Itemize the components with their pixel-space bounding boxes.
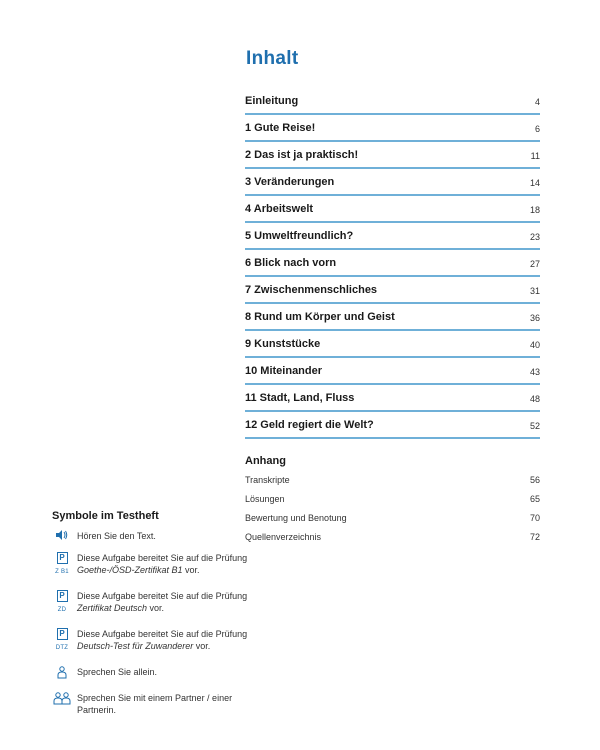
appendix-page: 65 — [529, 494, 540, 504]
toc-page: 6 — [534, 124, 540, 134]
toc-row-1 — [245, 115, 540, 142]
appendix-label: Transkripte — [245, 475, 290, 485]
appendix-row — [245, 492, 540, 511]
symbol-text: Hören Sie den Text. — [77, 531, 156, 541]
symbol-text — [77, 553, 247, 575]
appendix-label: Quellenverzeichnis — [245, 532, 322, 542]
appendix-row — [245, 473, 540, 492]
toc-row-8 — [245, 304, 540, 331]
toc-row-5 — [245, 223, 540, 250]
toc-label: 4 Arbeitswelt — [245, 203, 314, 215]
toc-page: 36 — [529, 313, 540, 323]
toc-row-einleitung — [245, 88, 540, 115]
toc-label: 6 Blick nach vorn — [245, 257, 337, 269]
toc-label: 8 Rund um Körper und Geist — [245, 311, 395, 323]
toc-row-10 — [245, 358, 540, 385]
symbol-row-listen — [52, 530, 252, 542]
toc-label: 10 Miteinander — [245, 365, 323, 377]
exam-name: Deutsch-Test für Zuwanderer — [77, 641, 194, 651]
symbols-title: Symbole im Testheft — [52, 510, 159, 522]
toc-row-9 — [245, 331, 540, 358]
two-persons-icon — [52, 692, 72, 709]
p-box-icon — [52, 552, 72, 578]
toc-label: 9 Kunststücke — [245, 338, 321, 350]
toc-page: 14 — [529, 178, 540, 188]
toc-row-6 — [245, 250, 540, 277]
toc-row-4 — [245, 196, 540, 223]
page-title: Inhalt — [246, 48, 299, 69]
toc-row-11 — [245, 385, 540, 412]
symbol-text: Sprechen Sie mit einem Partner / einer Partnerin. — [77, 693, 233, 715]
p-box-icon — [52, 590, 72, 616]
p-letter: P — [57, 628, 68, 640]
symbol-text-pre: Diese Aufgabe bereitet Sie auf die Prüfung — [77, 553, 248, 563]
toc-label: 1 Gute Reise! — [245, 122, 316, 134]
symbol-text — [77, 591, 247, 613]
appendix-row — [245, 530, 540, 549]
toc-label: 2 Das ist ja praktisch! — [245, 149, 359, 161]
symbol-row-dtz — [52, 628, 252, 652]
toc-page: 40 — [529, 340, 540, 350]
symbol-row-alone — [52, 666, 252, 678]
appendix-page: 56 — [529, 475, 540, 485]
exam-name: Zertifikat Deutsch — [77, 603, 148, 613]
toc-label: 7 Zwischenmenschliches — [245, 284, 378, 296]
symbol-text-post: vor. — [182, 565, 200, 575]
toc-page: 43 — [529, 367, 540, 377]
symbol-row-partner — [52, 692, 252, 716]
appendix-section — [245, 455, 540, 549]
symbol-text — [77, 629, 247, 651]
toc-page: 27 — [529, 259, 540, 269]
appendix-label: Bewertung und Benotung — [245, 513, 347, 523]
symbol-row-zb1 — [52, 552, 252, 576]
toc-label: Einleitung — [245, 95, 299, 107]
p-box-icon — [52, 628, 72, 654]
toc-page: 31 — [529, 286, 540, 296]
symbol-text: Sprechen Sie allein. — [77, 667, 158, 677]
toc-row-3 — [245, 169, 540, 196]
exam-tag: DTZ — [55, 645, 69, 651]
table-of-contents — [245, 88, 540, 439]
toc-page: 18 — [529, 205, 540, 215]
toc-row-12 — [245, 412, 540, 439]
toc-page: 48 — [529, 394, 540, 404]
toc-label: 11 Stadt, Land, Fluss — [245, 392, 355, 404]
symbol-text-post: vor. — [147, 603, 165, 613]
toc-page: 23 — [529, 232, 540, 242]
toc-page: 4 — [534, 97, 540, 107]
appendix-label: Lösungen — [245, 494, 285, 504]
exam-tag: Z B1 — [55, 569, 69, 575]
toc-row-7 — [245, 277, 540, 304]
appendix-page: 72 — [529, 532, 540, 542]
appendix-page: 70 — [529, 513, 540, 523]
symbol-row-zd — [52, 590, 252, 614]
toc-row-2 — [245, 142, 540, 169]
appendix-row — [245, 511, 540, 530]
toc-label: 3 Veränderungen — [245, 176, 335, 188]
p-letter: P — [57, 590, 68, 602]
exam-name: Goethe-/ÖSD-Zertifikat B1 — [77, 565, 183, 575]
toc-page: 52 — [529, 421, 540, 431]
appendix-title: Anhang — [245, 455, 286, 467]
exam-tag: ZD — [57, 607, 67, 613]
symbol-text-post: vor. — [193, 641, 211, 651]
toc-page: 11 — [530, 151, 540, 161]
symbol-text-pre: Diese Aufgabe bereitet Sie auf die Prüfung — [77, 591, 248, 601]
symbol-text-pre: Diese Aufgabe bereitet Sie auf die Prüfung — [77, 629, 248, 639]
symbols-legend — [52, 510, 252, 726]
person-icon — [52, 666, 72, 683]
toc-label: 5 Umweltfreundlich? — [245, 230, 354, 242]
speaker-icon — [52, 530, 72, 544]
p-letter: P — [57, 552, 68, 564]
toc-label: 12 Geld regiert die Welt? — [245, 419, 374, 431]
